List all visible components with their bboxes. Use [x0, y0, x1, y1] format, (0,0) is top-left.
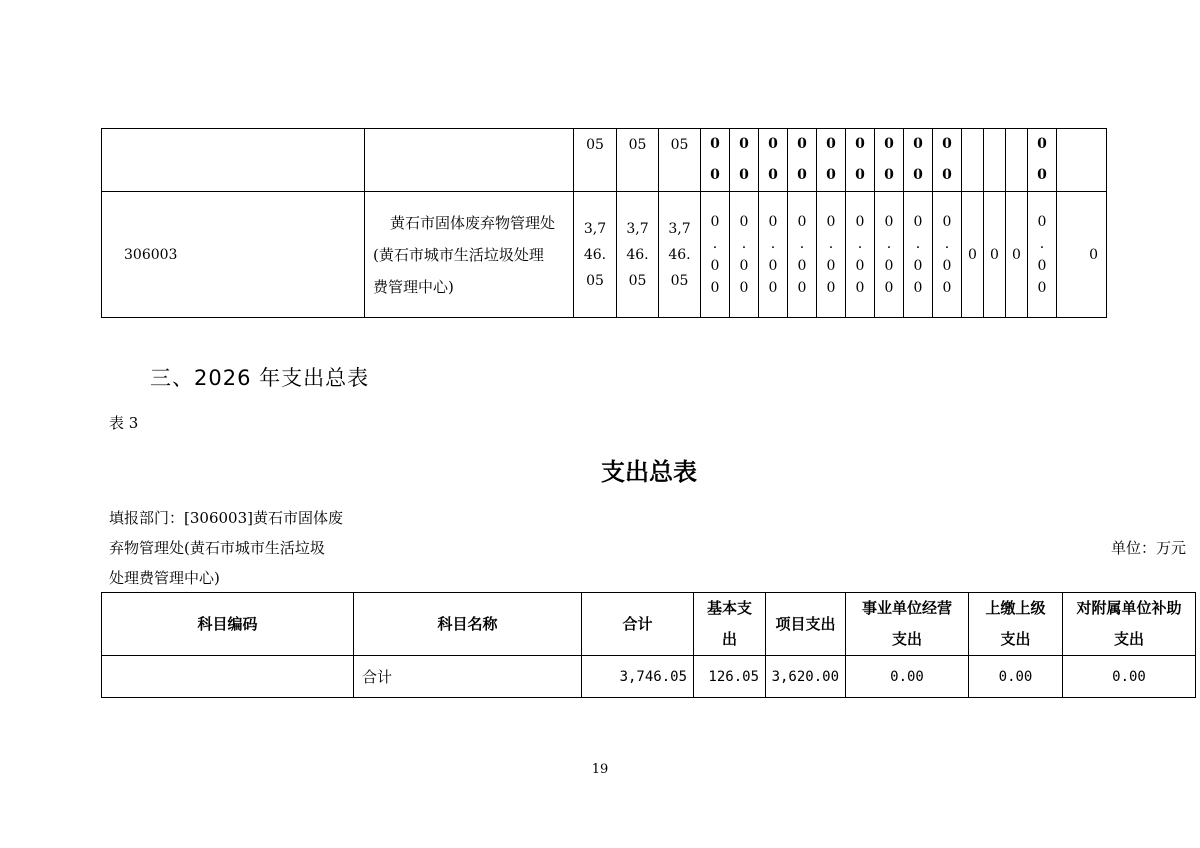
project-amount: 3,620.00 — [766, 656, 846, 698]
section-heading: 三、2026 年支出总表 — [150, 366, 370, 390]
zero-cell: 0 0 — [788, 129, 817, 192]
name-cell — [365, 129, 574, 192]
header-business: 事业单位经营 支出 — [846, 593, 969, 656]
amount-cell: 05 — [617, 129, 659, 192]
total-amount: 3,746.05 — [582, 656, 694, 698]
header-row — [102, 593, 1196, 656]
header-upper: 上缴上级 支出 — [969, 593, 1063, 656]
expenditure-summary-table — [101, 592, 1196, 698]
header-code: 科目编码 — [102, 593, 354, 656]
zero-cell: 0 — [984, 192, 1006, 318]
zero-cell: 0 — [1057, 192, 1107, 318]
zero-cell: 0 . 0 0 — [1028, 192, 1057, 318]
zero-cell: 0 . 0 0 — [846, 192, 875, 318]
account-code: 306003 — [102, 192, 365, 318]
zero-cell: 0 . 0 0 — [730, 192, 759, 318]
zero-cell: 0 — [962, 192, 984, 318]
header-subsidy: 对附属单位补助 支出 — [1063, 593, 1196, 656]
zero-cell: 0 . 0 0 — [759, 192, 788, 318]
header-basic: 基本支 出 — [694, 593, 766, 656]
basic-amount: 126.05 — [694, 656, 766, 698]
budget-continuation-table — [101, 128, 1107, 318]
zero-cell: 0 0 — [759, 129, 788, 192]
business-amount: 0.00 — [846, 656, 969, 698]
empty-cell — [962, 129, 984, 192]
table-row — [102, 192, 1107, 318]
amount-cell: 3,7 46. 05 — [659, 192, 701, 318]
zero-cell: 0 . 0 0 — [875, 192, 904, 318]
header-name: 科目名称 — [354, 593, 582, 656]
table-number: 表 3 — [109, 414, 139, 432]
zero-cell: 0 0 — [875, 129, 904, 192]
empty-cell — [1057, 129, 1107, 192]
code-cell — [102, 129, 365, 192]
amount-cell: 05 — [659, 129, 701, 192]
table-row — [102, 129, 1107, 192]
zero-cell: 0 . 0 0 — [701, 192, 730, 318]
zero-cell: 0 — [1006, 192, 1028, 318]
zero-cell: 0 0 — [904, 129, 933, 192]
upper-amount: 0.00 — [969, 656, 1063, 698]
header-total: 合计 — [582, 593, 694, 656]
zero-cell: 0 0 — [933, 129, 962, 192]
zero-cell: 0 0 — [846, 129, 875, 192]
unit-label: 单位：万元 — [1110, 539, 1186, 557]
zero-cell: 0 0 — [817, 129, 846, 192]
zero-cell: 0 0 — [701, 129, 730, 192]
department-label: 填报部门：[306003]黄石市固体废 弃物管理处(黄石市城市生活垃圾 处理费管理中心) — [109, 509, 343, 587]
amount-cell: 3,7 46. 05 — [574, 192, 617, 318]
account-name: 黄石市固体废弃物管理处 (黄石市城市生活垃圾处理 费管理中心) — [365, 192, 574, 318]
zero-cell: 0 0 — [1028, 129, 1057, 192]
zero-cell: 0 . 0 0 — [904, 192, 933, 318]
empty-cell — [984, 129, 1006, 192]
table-title: 支出总表 — [601, 458, 697, 486]
page-number: 19 — [591, 762, 609, 777]
amount-cell: 05 — [574, 129, 617, 192]
zero-cell: 0 . 0 0 — [933, 192, 962, 318]
total-code — [102, 656, 354, 698]
amount-cell: 3,7 46. 05 — [617, 192, 659, 318]
table-row — [102, 656, 1196, 698]
zero-cell: 0 0 — [730, 129, 759, 192]
total-label: 合计 — [354, 656, 582, 698]
header-project: 项目支出 — [766, 593, 846, 656]
zero-cell: 0 . 0 0 — [817, 192, 846, 318]
zero-cell: 0 . 0 0 — [788, 192, 817, 318]
subsidy-amount: 0.00 — [1063, 656, 1196, 698]
empty-cell — [1006, 129, 1028, 192]
